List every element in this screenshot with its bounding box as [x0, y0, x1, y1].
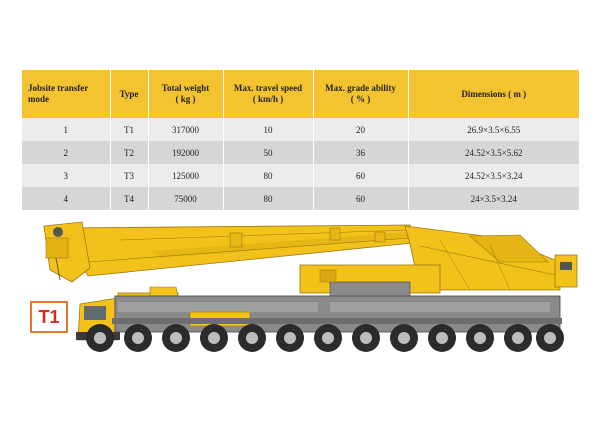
table-row	[22, 187, 579, 210]
cell-mode: 2	[22, 141, 110, 164]
wheel	[466, 324, 494, 352]
table-row	[22, 164, 579, 187]
cell-weight: 317000	[148, 118, 223, 141]
cell-grade: 20	[313, 118, 408, 141]
header-transfer-mode: Jobsite transfer mode	[22, 70, 110, 118]
cell-type: T4	[110, 187, 148, 210]
cell-grade: 60	[313, 187, 408, 210]
cell-dimensions: 24.52×3.5×5.62	[408, 141, 579, 164]
crane-illustration	[0, 210, 600, 360]
cell-mode: 3	[22, 164, 110, 187]
cell-speed: 80	[223, 164, 313, 187]
wheel	[504, 324, 532, 352]
cell-mode: 1	[22, 118, 110, 141]
header-type: Type	[110, 70, 148, 118]
table-header-row	[22, 70, 579, 118]
cell-mode: 4	[22, 187, 110, 210]
wheel	[200, 324, 228, 352]
table-row	[22, 141, 579, 164]
header-total-weight: Total weight ( kg )	[148, 70, 223, 118]
transfer-mode-table	[22, 70, 579, 210]
wheel	[276, 324, 304, 352]
type-badge: T1	[30, 301, 68, 333]
cell-dimensions: 24.52×3.5×3.24	[408, 164, 579, 187]
wheel	[124, 324, 152, 352]
cell-dimensions: 26.9×3.5×6.55	[408, 118, 579, 141]
wheel	[162, 324, 190, 352]
cell-weight: 192000	[148, 141, 223, 164]
cell-speed: 10	[223, 118, 313, 141]
wheel	[86, 324, 114, 352]
wheel	[390, 324, 418, 352]
cell-type: T2	[110, 141, 148, 164]
header-max-speed: Max. travel speed ( km/h )	[223, 70, 313, 118]
boom-head	[44, 222, 90, 282]
header-dimensions: Dimensions ( m )	[408, 70, 579, 118]
cell-grade: 36	[313, 141, 408, 164]
cell-weight: 125000	[148, 164, 223, 187]
header-max-grade: Max. grade ability ( % )	[313, 70, 408, 118]
wheel	[314, 324, 342, 352]
wheel	[238, 324, 266, 352]
cell-type: T1	[110, 118, 148, 141]
cell-type: T3	[110, 164, 148, 187]
wheel	[352, 324, 380, 352]
cell-speed: 50	[223, 141, 313, 164]
cell-grade: 60	[313, 164, 408, 187]
cell-dimensions: 24×3.5×3.24	[408, 187, 579, 210]
cell-speed: 80	[223, 187, 313, 210]
cell-weight: 75000	[148, 187, 223, 210]
table-row	[22, 118, 579, 141]
wheel	[428, 324, 456, 352]
wheel	[536, 324, 564, 352]
